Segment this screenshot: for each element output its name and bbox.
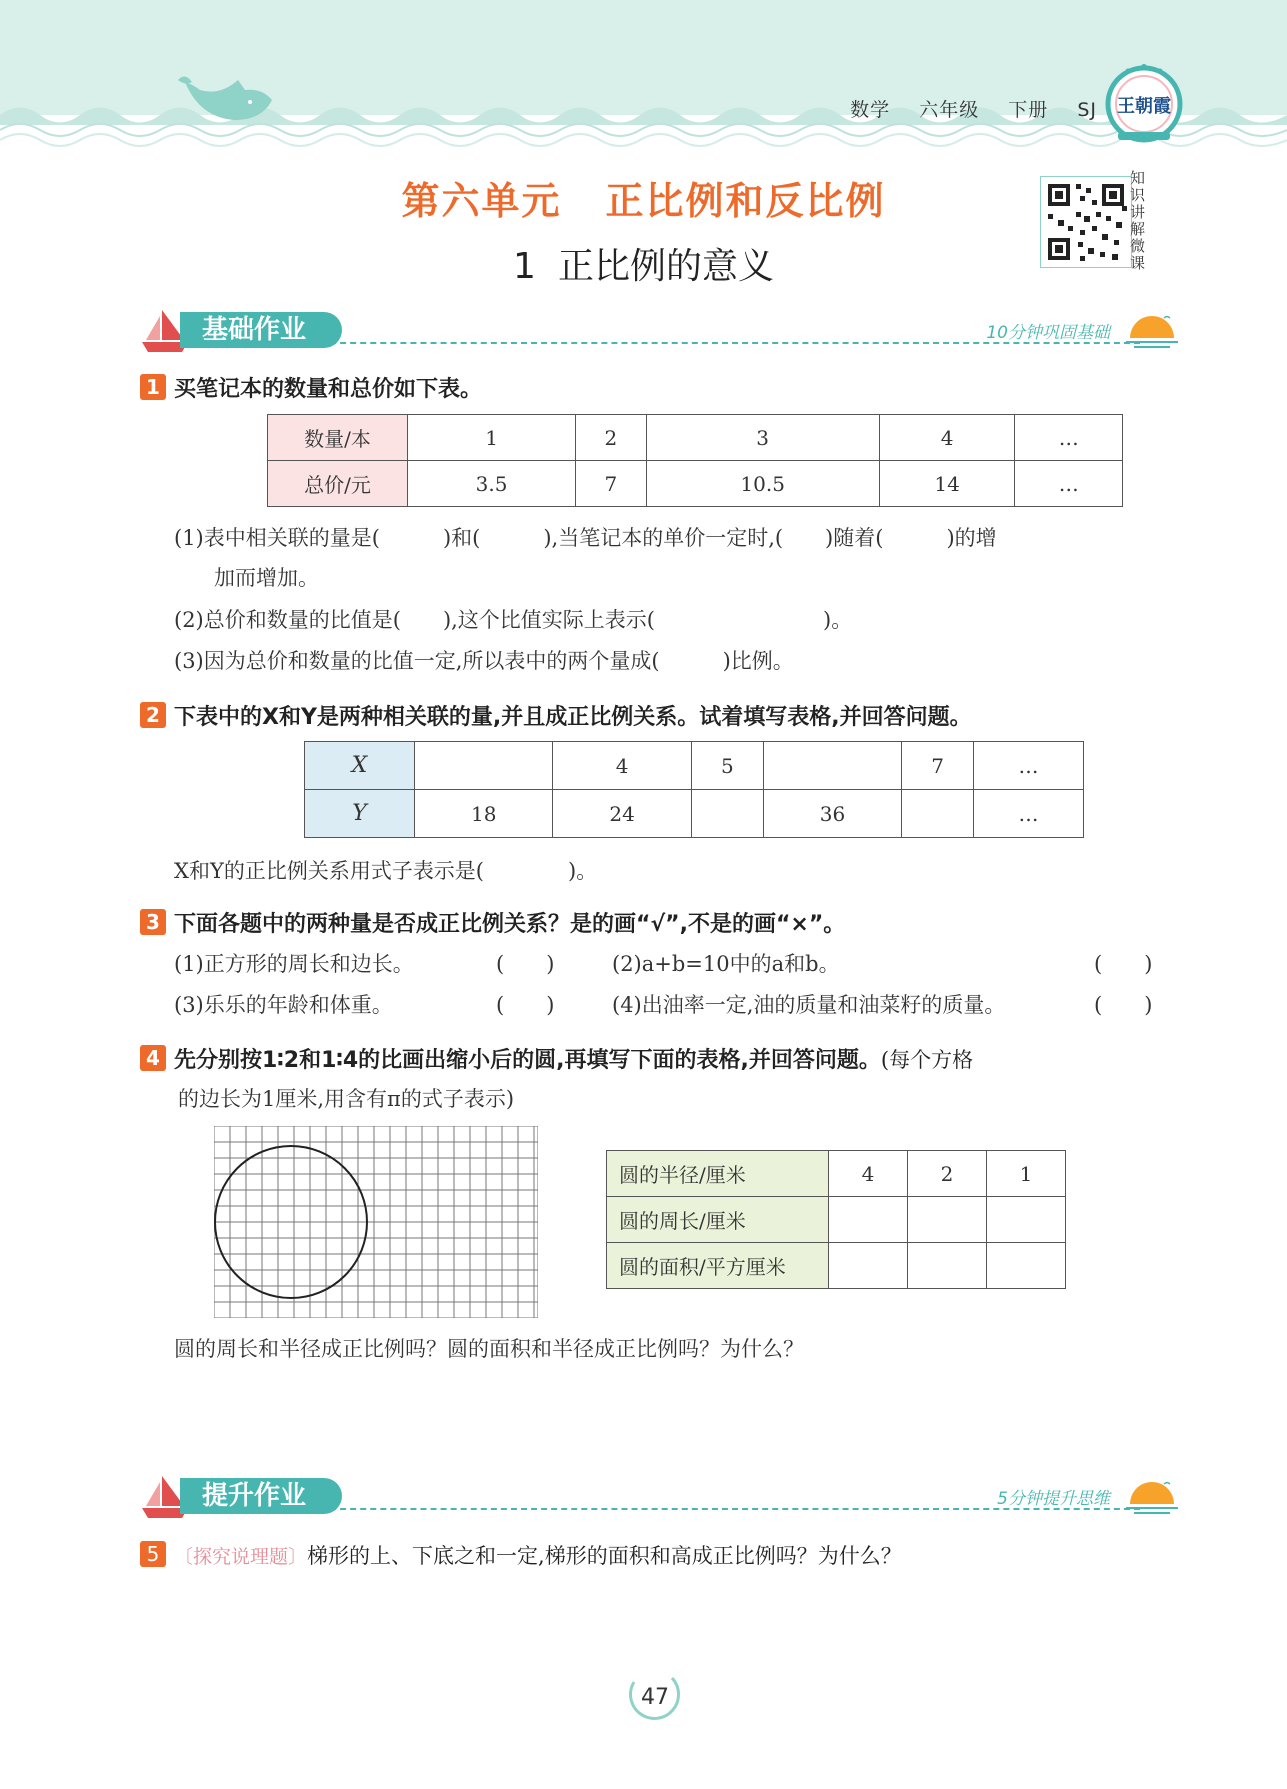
table-header-cell: Y [305,790,415,838]
book-meta [828,95,1097,122]
question-2-number: 2 [140,702,166,728]
qr-code-icon[interactable] [1040,176,1132,268]
table-cell-blank[interactable] [908,1197,987,1243]
answer-blank[interactable]: ( ) [1094,993,1153,1017]
question-2-text: 下表中的X和Y是两种相关联的量,并且成正比例关系。试着填写表格,并回答问题。 [174,705,972,730]
question-4-title [140,1043,973,1074]
question-1-sub1-line1[interactable]: (1)表中相关联的量是( )和( ),当笔记本的单价一定时,( )随着( )的增 [174,526,997,550]
circle-measure-table [606,1150,1066,1289]
edition-label: SJ [1077,99,1097,121]
table-header-cell: 圆的周长/厘米 [607,1197,829,1243]
table-cell-blank[interactable] [829,1243,908,1289]
xy-proportion-table [304,741,1084,838]
header-wave-band [0,0,1287,160]
question-1-sub1-line2: 加而增加。 [214,566,319,590]
table-cell: … [1015,461,1123,507]
table-header-cell: X [305,742,415,790]
table-cell: … [974,790,1084,838]
answer-blank[interactable]: ( ) [496,993,555,1017]
table-row [268,415,1123,461]
logo-text: 王朝霞 [1117,96,1171,117]
table-cell: 4 [829,1151,908,1197]
lesson-name: 正比例的意义 [557,246,774,287]
table-cell-blank[interactable] [691,790,763,838]
drawing-grid[interactable] [214,1126,538,1318]
table-cell: 1 [987,1151,1066,1197]
question-4-note: (每个方格 [880,1048,974,1072]
grade-label: 六年级 [919,99,980,121]
question-2-title [140,700,972,731]
table-cell: … [1015,415,1123,461]
question-1-text: 买笔记本的数量和总价如下表。 [174,377,483,402]
table-cell: 1 [408,415,576,461]
table-cell-blank[interactable] [987,1243,1066,1289]
section-advanced-header [140,1474,1180,1520]
unit-label: 第六单元 [401,179,562,223]
answer-blank[interactable]: ( ) [496,952,555,976]
question-4-note-line2: 的边长为1厘米,用含有π的式子表示) [178,1087,515,1111]
table-cell-blank[interactable] [829,1197,908,1243]
sunset-icon [1124,1478,1180,1516]
answer-blank[interactable]: ( ) [1094,952,1153,976]
question-2-expression[interactable]: X和Y的正比例关系用式子表示是( )。 [174,859,598,883]
notebook-price-table [267,414,1123,507]
table-row [607,1243,1066,1289]
table-cell-blank[interactable] [902,790,974,838]
unit-name: 正比例和反比例 [605,179,886,223]
table-cell: 10.5 [646,461,879,507]
table-cell: 7 [576,461,646,507]
subject-label: 数学 [850,99,891,121]
table-cell-blank[interactable] [763,742,901,790]
table-cell: 7 [902,742,974,790]
page-number: 47 [641,1685,669,1710]
section-advanced-label: 提升作业 [180,1478,342,1514]
table-row [607,1151,1066,1197]
table-cell: 3.5 [408,461,576,507]
question-5-tag: 〔探究说理题〕 [174,1546,308,1568]
table-cell-blank[interactable] [415,742,553,790]
table-cell-blank[interactable] [908,1243,987,1289]
question-5-text: 梯形的上、下底之和一定,梯形的面积和高成正比例吗？为什么？ [307,1544,902,1568]
table-header-cell: 圆的半径/厘米 [607,1151,829,1197]
table-header-cell: 数量/本 [268,415,408,461]
volume-label: 下册 [1008,99,1049,121]
table-header-cell: 总价/元 [268,461,408,507]
question-5-number: 5 [140,1541,166,1567]
table-cell: 36 [763,790,901,838]
page-number-badge [620,1668,690,1724]
table-cell: 4 [553,742,691,790]
question-1-sub3[interactable]: (3)因为总价和数量的比值一定,所以表中的两个量成( )比例。 [174,649,794,673]
question-3-number: 3 [140,909,166,935]
table-cell: 2 [576,415,646,461]
section-advanced-note: 5分钟提升思维 [997,1489,1110,1509]
question-1-title [140,372,482,403]
question-3-title [140,907,845,938]
question-3-item2: (2)a+b=10中的a和b。 [612,952,840,976]
question-4-number: 4 [140,1045,166,1071]
table-cell: 24 [553,790,691,838]
section-basic-label: 基础作业 [180,312,342,348]
question-1-sub2[interactable]: (2)总价和数量的比值是( ),这个比值实际上表示( )。 [174,608,853,632]
brand-logo [1104,62,1184,146]
question-4-text: 先分别按1∶2和1∶4的比画出缩小后的圆,再填写下面的表格,并回答问题。 [174,1048,881,1073]
sunset-icon [1124,312,1180,350]
table-cell: 4 [879,415,1015,461]
table-row [305,742,1084,790]
table-cell-blank[interactable] [987,1197,1066,1243]
lesson-number: 1 [513,246,536,287]
section-basic-header [140,308,1180,354]
section-basic-note: 10分钟巩固基础 [986,323,1110,343]
table-cell: … [974,742,1084,790]
question-5-title [140,1540,902,1570]
question-3-item3: (3)乐乐的年龄和体重。 [174,993,393,1017]
question-1-number: 1 [140,374,166,400]
table-cell: 3 [646,415,879,461]
table-cell: 18 [415,790,553,838]
table-row [305,790,1084,838]
table-cell: 14 [879,461,1015,507]
question-3-item1: (1)正方形的周长和边长。 [174,952,414,976]
qr-label: 知识讲解微课 [1130,169,1146,272]
question-3-text: 下面各题中的两种量是否成正比例关系？是的画“√”,不是的画“×”。 [174,912,846,937]
table-header-cell: 圆的面积/平方厘米 [607,1243,829,1289]
table-cell: 2 [908,1151,987,1197]
table-row [268,461,1123,507]
table-row [607,1197,1066,1243]
question-3-item4: (4)出油率一定,油的质量和油菜籽的质量。 [612,993,1006,1017]
question-4-question: 圆的周长和半径成正比例吗？圆的面积和半径成正比例吗？为什么？ [174,1337,804,1361]
table-cell: 5 [691,742,763,790]
